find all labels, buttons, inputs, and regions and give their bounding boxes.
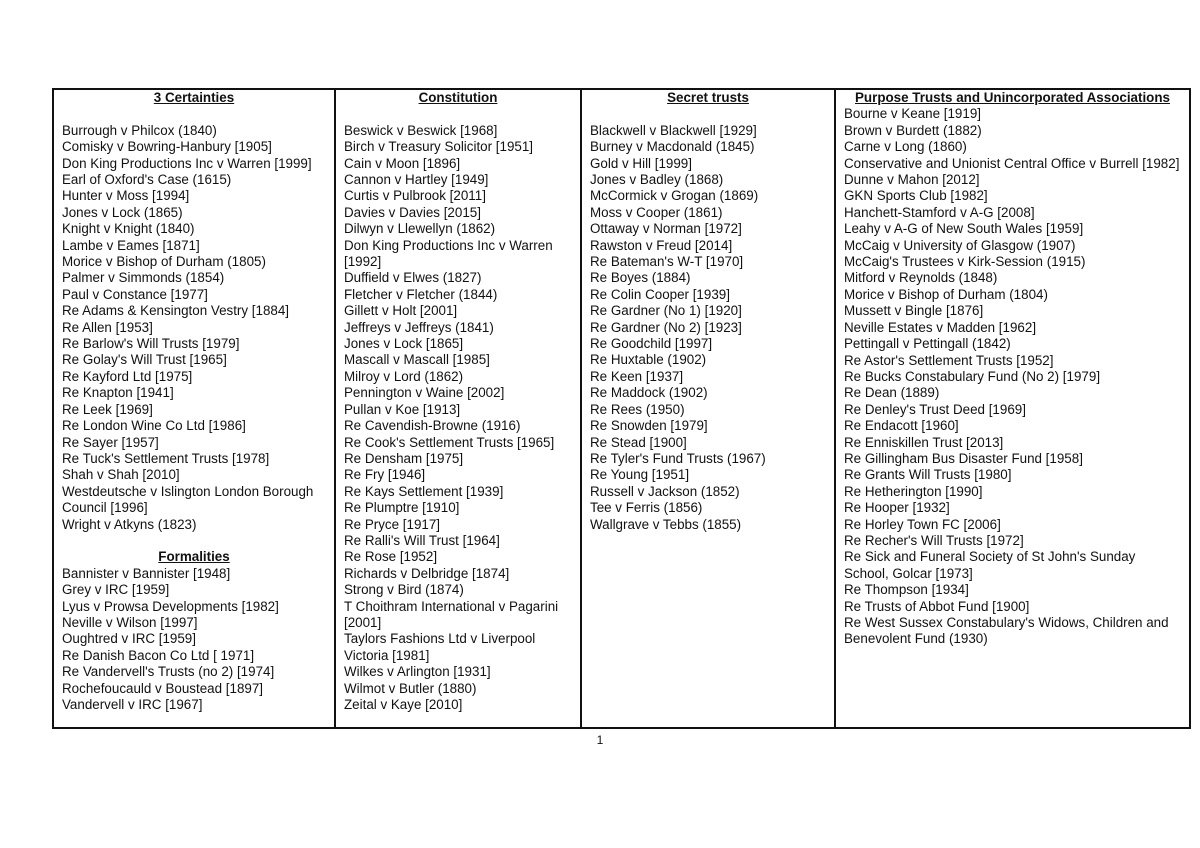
case-entry: Pennington v Waine [2002] [344,385,505,401]
case-entry: Re Snowden [1979] [590,418,708,434]
case-entry: Re Densham [1975] [344,450,464,466]
case-entry: Re Fry [1946] [344,467,426,483]
case-entry: Wallgrave v Tebbs (1855) [590,516,742,532]
case-entry: Re West Sussex Constabulary's Widows, Children and Benevolent Fund (1930) [844,615,1169,647]
case-entry: Neville Estates v Madden [1962] [844,319,1037,335]
case-entry: Mitford v Reynolds (1848) [844,270,998,286]
case-entry: Re Huxtable (1902) [590,352,707,368]
case-entry: GKN Sports Club [1982] [844,188,988,204]
case-entry: Re Horley Town FC [2006] [844,516,1001,532]
case-entry: Mussett v Bingle [1876] [844,303,984,319]
case-list [844,106,1181,647]
case-entry: Blackwell v Blackwell [1929] [590,122,757,138]
case-entry: Rochefoucauld v Boustead [1897] [62,680,264,696]
case-entry: Re Ralli's Will Trust [1964] [344,532,500,548]
case-entry: Re Sayer [1957] [62,434,159,450]
column-heading: 3 Certainties [153,90,235,105]
case-entry: Rawston v Freud [2014] [590,237,733,253]
case-entry: Re Keen [1937] [590,368,684,384]
case-entry: Re Denley's Trust Deed [1969] [844,401,1026,417]
case-entry: McCaig v University of Glasgow (1907) [844,237,1076,253]
case-entry: Grey v IRC [1959] [62,582,170,598]
case-entry: Re Gardner (No 1) [1920] [590,303,742,319]
table-row [53,89,1190,728]
case-entry: Milroy v Lord (1862) [344,368,464,384]
case-entry: Re Stead [1900] [590,434,687,450]
case-entry: Re Bateman's W-T [1970] [590,254,744,270]
case-entry: Re Knapton [1941] [62,385,174,401]
case-entry: Pettingall v Pettingall (1842) [844,336,1011,352]
case-entry: Duffield v Elwes (1827) [344,270,482,286]
case-entry: Shah v Shah [2010] [62,467,180,483]
case-entry: Jones v Badley (1868) [590,172,724,188]
case-entry: Burrough v Philcox (1840) [62,122,217,138]
case-entry: Hanchett-Stamford v A-G [2008] [844,204,1035,220]
case-entry: Wilkes v Arlington [1931] [344,664,491,680]
case-entry: Re Goodchild [1997] [590,336,713,352]
case-entry: Pullan v Koe [1913] [344,401,461,417]
case-entry: Paul v Constance [1977] [62,286,208,302]
case-entry: Vandervell v IRC [1967] [62,697,203,712]
case-list-table [52,88,1191,729]
case-entry: Beswick v Beswick [1968] [344,122,498,138]
case-entry: Re Vandervell's Trusts (no 2) [1974] [62,664,275,680]
case-list [62,123,326,533]
case-entry: Lyus v Prowsa Developments [1982] [62,598,279,614]
case-entry: Cain v Moon [1896] [344,155,461,171]
case-entry: Birch v Treasury Solicitor [1951] [344,139,534,155]
case-entry: Lambe v Eames [1871] [62,237,200,253]
case-entry: Re Tyler's Fund Trusts (1967) [590,450,766,466]
case-entry: Bourne v Keane [1919] [844,106,981,122]
case-entry: Cannon v Hartley [1949] [344,172,489,188]
case-entry: Re Kayford Ltd [1975] [62,368,193,384]
case-entry: Davies v Davies [2015] [344,204,481,220]
case-entry: Oughtred v IRC [1959] [62,631,196,647]
case-entry: Strong v Bird (1874) [344,582,464,598]
case-entry: Carne v Long (1860) [844,139,967,155]
case-entry: Re Pryce [1917] [344,516,441,532]
page-number: 1 [596,733,604,747]
case-entry: Re Enniskillen Trust [2013] [844,434,1004,450]
column-three-certainties [53,89,335,728]
case-entry: Re Dean (1889) [844,385,940,401]
case-entry: Re Sick and Funeral Society of St John's Sunday School, Golcar [1973] [844,549,1136,581]
case-entry: McCaig's Trustees v Kirk-Session (1915) [844,254,1086,270]
case-list [62,566,326,714]
case-entry: Morice v Bishop of Durham (1804) [844,286,1048,302]
case-entry: Jones v Lock [1865] [344,336,464,352]
column-secret-trusts [581,89,835,728]
case-entry: Re Cook's Settlement Trusts [1965] [344,434,555,450]
case-entry: Re Grants Will Trusts [1980] [844,467,1012,483]
case-entry: Hunter v Moss [1994] [62,188,190,204]
case-entry: Palmer v Simmonds (1854) [62,270,225,286]
case-entry: Re Boyes (1884) [590,270,691,286]
case-entry: Neville v Wilson [1997] [62,614,198,630]
case-list [590,123,826,533]
case-entry: Morice v Bishop of Durham (1805) [62,254,266,270]
case-entry: Jones v Lock (1865) [62,204,183,220]
case-entry: Re Maddock (1902) [590,385,708,401]
case-entry: Re Cavendish-Browne (1916) [344,418,521,434]
case-entry: Zeital v Kaye [2010] [344,697,463,713]
case-entry: Tee v Ferris (1856) [590,500,703,516]
case-entry: Conservative and Unionist Central Office v Burrell [1982] [844,155,1180,171]
case-entry: Re Golay's Will Trust [1965] [62,352,227,368]
case-entry: Comisky v Bowring-Hanbury [1905] [62,139,272,155]
case-entry: Re Plumptre [1910] [344,500,460,516]
case-entry: Re Recher's Will Trusts [1972] [844,532,1024,548]
case-entry: Dilwyn v Llewellyn (1862) [344,221,496,237]
case-entry: Fletcher v Fletcher (1844) [344,286,498,302]
case-entry: Re Barlow's Will Trusts [1979] [62,336,240,352]
case-entry: Re Trusts of Abbot Fund [1900] [844,598,1030,614]
case-entry: Curtis v Pulbrook [2011] [344,188,486,204]
case-entry: Ottaway v Norman [1972] [590,221,742,237]
case-entry: Taylors Fashions Ltd v Liverpool Victoria [1981] [344,631,536,663]
case-entry: Don King Productions Inc v Warren [1992] [344,237,553,270]
case-entry: Gold v Hill [1999] [590,155,692,171]
case-entry: Gillett v Holt [2001] [344,303,458,319]
case-entry: Re Adams & Kensington Vestry [1884] [62,303,290,319]
case-entry: Russell v Jackson (1852) [590,483,740,499]
case-entry: Re Rose [1952] [344,549,438,565]
case-entry: Re Thompson [1934] [844,582,969,598]
case-entry: Leahy v A-G of New South Wales [1959] [844,221,1084,237]
column-purpose-trusts [835,89,1190,728]
column-constitution [335,89,581,728]
column-heading: Secret trusts [667,90,749,105]
case-entry: Earl of Oxford's Case (1615) [62,172,232,188]
case-entry: Dunne v Mahon [2012] [844,172,980,188]
case-entry: Re London Wine Co Ltd [1986] [62,418,246,434]
case-entry: Re Hetherington [1990] [844,483,983,499]
case-entry: Brown v Burdett (1882) [844,122,982,138]
column-heading: Purpose Trusts and Unincorporated Associations [855,90,1170,105]
case-entry: Don King Productions Inc v Warren [1999] [62,155,312,171]
case-entry: Mascall v Mascall [1985] [344,352,490,368]
case-entry: McCormick v Grogan (1869) [590,188,759,204]
case-entry: Wilmot v Butler (1880) [344,680,477,696]
case-entry: Re Allen [1953] [62,319,153,335]
case-entry: Re Hooper [1932] [844,500,950,516]
case-entry: Westdeutsche v Islington London Borough Council [1996] [62,483,314,516]
case-entry: Moss v Cooper (1861) [590,204,723,220]
case-entry: Re Tuck's Settlement Trusts [1978] [62,450,270,466]
case-entry: Bannister v Bannister [1948] [62,565,231,581]
case-entry: Wright v Atkyns (1823) [62,516,197,532]
case-entry: Richards v Delbridge [1874] [344,565,510,581]
case-entry: Re Leek [1969] [62,401,153,417]
case-entry: T Choithram International v Pagarini [2001] [344,598,559,630]
column-heading: Constitution [418,90,498,105]
case-entry: Re Endacott [1960] [844,418,959,434]
case-entry: Re Young [1951] [590,467,690,483]
case-entry: Knight v Knight (1840) [62,221,195,237]
case-entry: Re Gillingham Bus Disaster Fund [1958] [844,450,1083,466]
case-entry: Re Danish Bacon Co Ltd [ 1971] [62,647,255,663]
case-entry: Re Bucks Constabulary Fund (No 2) [1979] [844,368,1101,384]
case-entry: Re Rees (1950) [590,401,685,417]
case-entry: Re Colin Cooper [1939] [590,286,730,302]
sub-heading-formalities: Formalities [158,549,230,565]
case-entry: Re Gardner (No 2) [1923] [590,319,742,335]
case-entry: Burney v Macdonald (1845) [590,139,755,155]
case-entry: Re Astor's Settlement Trusts [1952] [844,352,1054,368]
case-entry: Jeffreys v Jeffreys (1841) [344,319,494,335]
case-list [344,123,572,714]
case-entry: Re Kays Settlement [1939] [344,483,504,499]
